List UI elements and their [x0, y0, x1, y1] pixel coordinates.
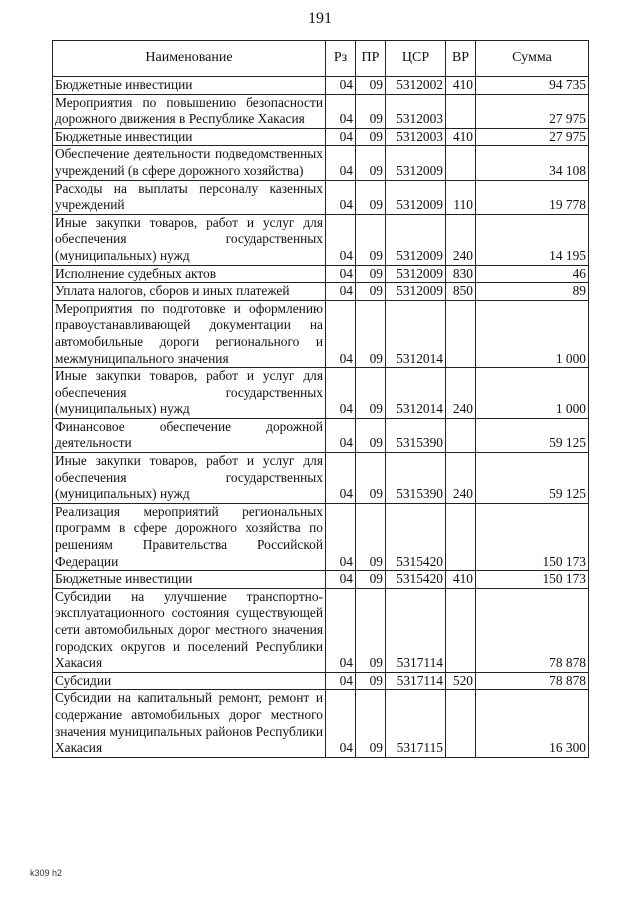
- cell-vr: 520: [446, 672, 476, 690]
- cell-csr: 5312009: [386, 214, 446, 265]
- table-row: [53, 128, 589, 146]
- cell-rz: 04: [326, 77, 356, 95]
- cell-sum: 89: [476, 283, 589, 301]
- cell-sum: 1 000: [476, 368, 589, 419]
- cell-name: Мероприятия по повышению безопасности дорожного движения в Республике Хакасия: [53, 94, 326, 128]
- cell-sum: 46: [476, 265, 589, 283]
- cell-name: Иные закупки товаров, работ и услуг для обеспечения государственных (муниципальных) нужд: [53, 453, 326, 504]
- cell-vr: [446, 300, 476, 367]
- table-row: [53, 214, 589, 265]
- cell-pr: 09: [356, 300, 386, 367]
- table-row: [53, 146, 589, 180]
- cell-vr: 110: [446, 180, 476, 214]
- cell-pr: 09: [356, 214, 386, 265]
- cell-vr: 410: [446, 77, 476, 95]
- cell-pr: 09: [356, 503, 386, 570]
- table-row: [53, 672, 589, 690]
- cell-csr: 5312009: [386, 180, 446, 214]
- cell-name: Исполнение судебных актов: [53, 265, 326, 283]
- cell-sum: 14 195: [476, 214, 589, 265]
- cell-pr: 09: [356, 180, 386, 214]
- table-row: [53, 418, 589, 452]
- cell-rz: 04: [326, 146, 356, 180]
- cell-csr: 5312002: [386, 77, 446, 95]
- cell-sum: 19 778: [476, 180, 589, 214]
- cell-csr: 5315390: [386, 453, 446, 504]
- cell-vr: [446, 146, 476, 180]
- table-row: [53, 690, 589, 757]
- cell-sum: 34 108: [476, 146, 589, 180]
- cell-name: Субсидии на капитальный ремонт, ремонт и содержание автомобильных дорог местного значения муниципальных районов Республики Хакасия: [53, 690, 326, 757]
- cell-rz: 04: [326, 128, 356, 146]
- cell-csr: 5317114: [386, 588, 446, 672]
- cell-csr: 5312009: [386, 265, 446, 283]
- header-vr: ВР: [446, 41, 476, 77]
- header-csr: ЦСР: [386, 41, 446, 77]
- cell-name: Субсидии на улучшение транспортно-эксплуатационного состояния существующей сети автомобильных дорог местного значения городских округов и поселений Республики Хакасия: [53, 588, 326, 672]
- cell-name: Обеспечение деятельности подведомственных учреждений (в сфере дорожного хозяйства): [53, 146, 326, 180]
- cell-vr: [446, 418, 476, 452]
- cell-csr: 5312003: [386, 94, 446, 128]
- cell-vr: [446, 690, 476, 757]
- cell-csr: 5317115: [386, 690, 446, 757]
- cell-vr: [446, 503, 476, 570]
- cell-pr: 09: [356, 672, 386, 690]
- cell-vr: 830: [446, 265, 476, 283]
- cell-sum: 27 975: [476, 94, 589, 128]
- footer-code: k309 h2: [30, 868, 63, 878]
- cell-vr: 240: [446, 453, 476, 504]
- cell-pr: 09: [356, 77, 386, 95]
- cell-name: Бюджетные инвестиции: [53, 571, 326, 589]
- header-rz: Рз: [326, 41, 356, 77]
- cell-pr: 09: [356, 368, 386, 419]
- page-number: 191: [308, 10, 332, 27]
- table-row: [53, 77, 589, 95]
- cell-name: Мероприятия по подготовке и оформлению правоустанавливающей документации на автомобильные дороги регионального и межмуниципального значения: [53, 300, 326, 367]
- cell-pr: 09: [356, 690, 386, 757]
- cell-sum: 1 000: [476, 300, 589, 367]
- table-row: [53, 180, 589, 214]
- cell-rz: 04: [326, 588, 356, 672]
- header-name: Наименование: [53, 41, 326, 77]
- cell-rz: 04: [326, 94, 356, 128]
- table-row: [53, 588, 589, 672]
- cell-sum: 78 878: [476, 588, 589, 672]
- table-row: [53, 368, 589, 419]
- cell-vr: 240: [446, 368, 476, 419]
- cell-name: Бюджетные инвестиции: [53, 77, 326, 95]
- cell-sum: 94 735: [476, 77, 589, 95]
- cell-rz: 04: [326, 672, 356, 690]
- cell-vr: 850: [446, 283, 476, 301]
- cell-rz: 04: [326, 690, 356, 757]
- table-row: [53, 503, 589, 570]
- cell-name: Иные закупки товаров, работ и услуг для обеспечения государственных (муниципальных) нужд: [53, 368, 326, 419]
- cell-sum: 27 975: [476, 128, 589, 146]
- cell-rz: 04: [326, 418, 356, 452]
- table-header-row: [53, 41, 589, 77]
- cell-vr: [446, 588, 476, 672]
- cell-name: Реализация мероприятий региональных программ в сфере дорожного хозяйства по решениям Правительства Российской Федерации: [53, 503, 326, 570]
- cell-pr: 09: [356, 283, 386, 301]
- cell-rz: 04: [326, 283, 356, 301]
- cell-name: Уплата налогов, сборов и иных платежей: [53, 283, 326, 301]
- cell-csr: 5315420: [386, 503, 446, 570]
- cell-csr: 5312009: [386, 283, 446, 301]
- cell-name: Финансовое обеспечение дорожной деятельности: [53, 418, 326, 452]
- cell-name: Иные закупки товаров, работ и услуг для обеспечения государственных (муниципальных) нужд: [53, 214, 326, 265]
- cell-csr: 5315390: [386, 418, 446, 452]
- cell-pr: 09: [356, 453, 386, 504]
- cell-rz: 04: [326, 571, 356, 589]
- cell-rz: 04: [326, 214, 356, 265]
- cell-vr: [446, 94, 476, 128]
- cell-csr: 5317114: [386, 672, 446, 690]
- cell-name: Расходы на выплаты персоналу казенных учреждений: [53, 180, 326, 214]
- cell-pr: 09: [356, 146, 386, 180]
- budget-table: [52, 40, 589, 758]
- cell-vr: 410: [446, 128, 476, 146]
- cell-csr: 5312009: [386, 146, 446, 180]
- cell-csr: 5312003: [386, 128, 446, 146]
- cell-rz: 04: [326, 180, 356, 214]
- cell-sum: 59 125: [476, 418, 589, 452]
- cell-pr: 09: [356, 588, 386, 672]
- cell-csr: 5312014: [386, 300, 446, 367]
- cell-rz: 04: [326, 503, 356, 570]
- cell-sum: 16 300: [476, 690, 589, 757]
- table-row: [53, 300, 589, 367]
- cell-vr: 410: [446, 571, 476, 589]
- cell-rz: 04: [326, 368, 356, 419]
- cell-pr: 09: [356, 128, 386, 146]
- cell-rz: 04: [326, 453, 356, 504]
- cell-pr: 09: [356, 571, 386, 589]
- cell-sum: 78 878: [476, 672, 589, 690]
- table-row: [53, 265, 589, 283]
- cell-rz: 04: [326, 265, 356, 283]
- cell-name: Субсидии: [53, 672, 326, 690]
- header-sum: Сумма: [476, 41, 589, 77]
- cell-sum: 150 173: [476, 503, 589, 570]
- cell-pr: 09: [356, 94, 386, 128]
- table-row: [53, 94, 589, 128]
- cell-csr: 5315420: [386, 571, 446, 589]
- table-row: [53, 453, 589, 504]
- cell-rz: 04: [326, 300, 356, 367]
- table-row: [53, 283, 589, 301]
- cell-sum: 150 173: [476, 571, 589, 589]
- cell-pr: 09: [356, 418, 386, 452]
- table-row: [53, 571, 589, 589]
- cell-name: Бюджетные инвестиции: [53, 128, 326, 146]
- cell-vr: 240: [446, 214, 476, 265]
- cell-csr: 5312014: [386, 368, 446, 419]
- header-pr: ПР: [356, 41, 386, 77]
- cell-sum: 59 125: [476, 453, 589, 504]
- cell-pr: 09: [356, 265, 386, 283]
